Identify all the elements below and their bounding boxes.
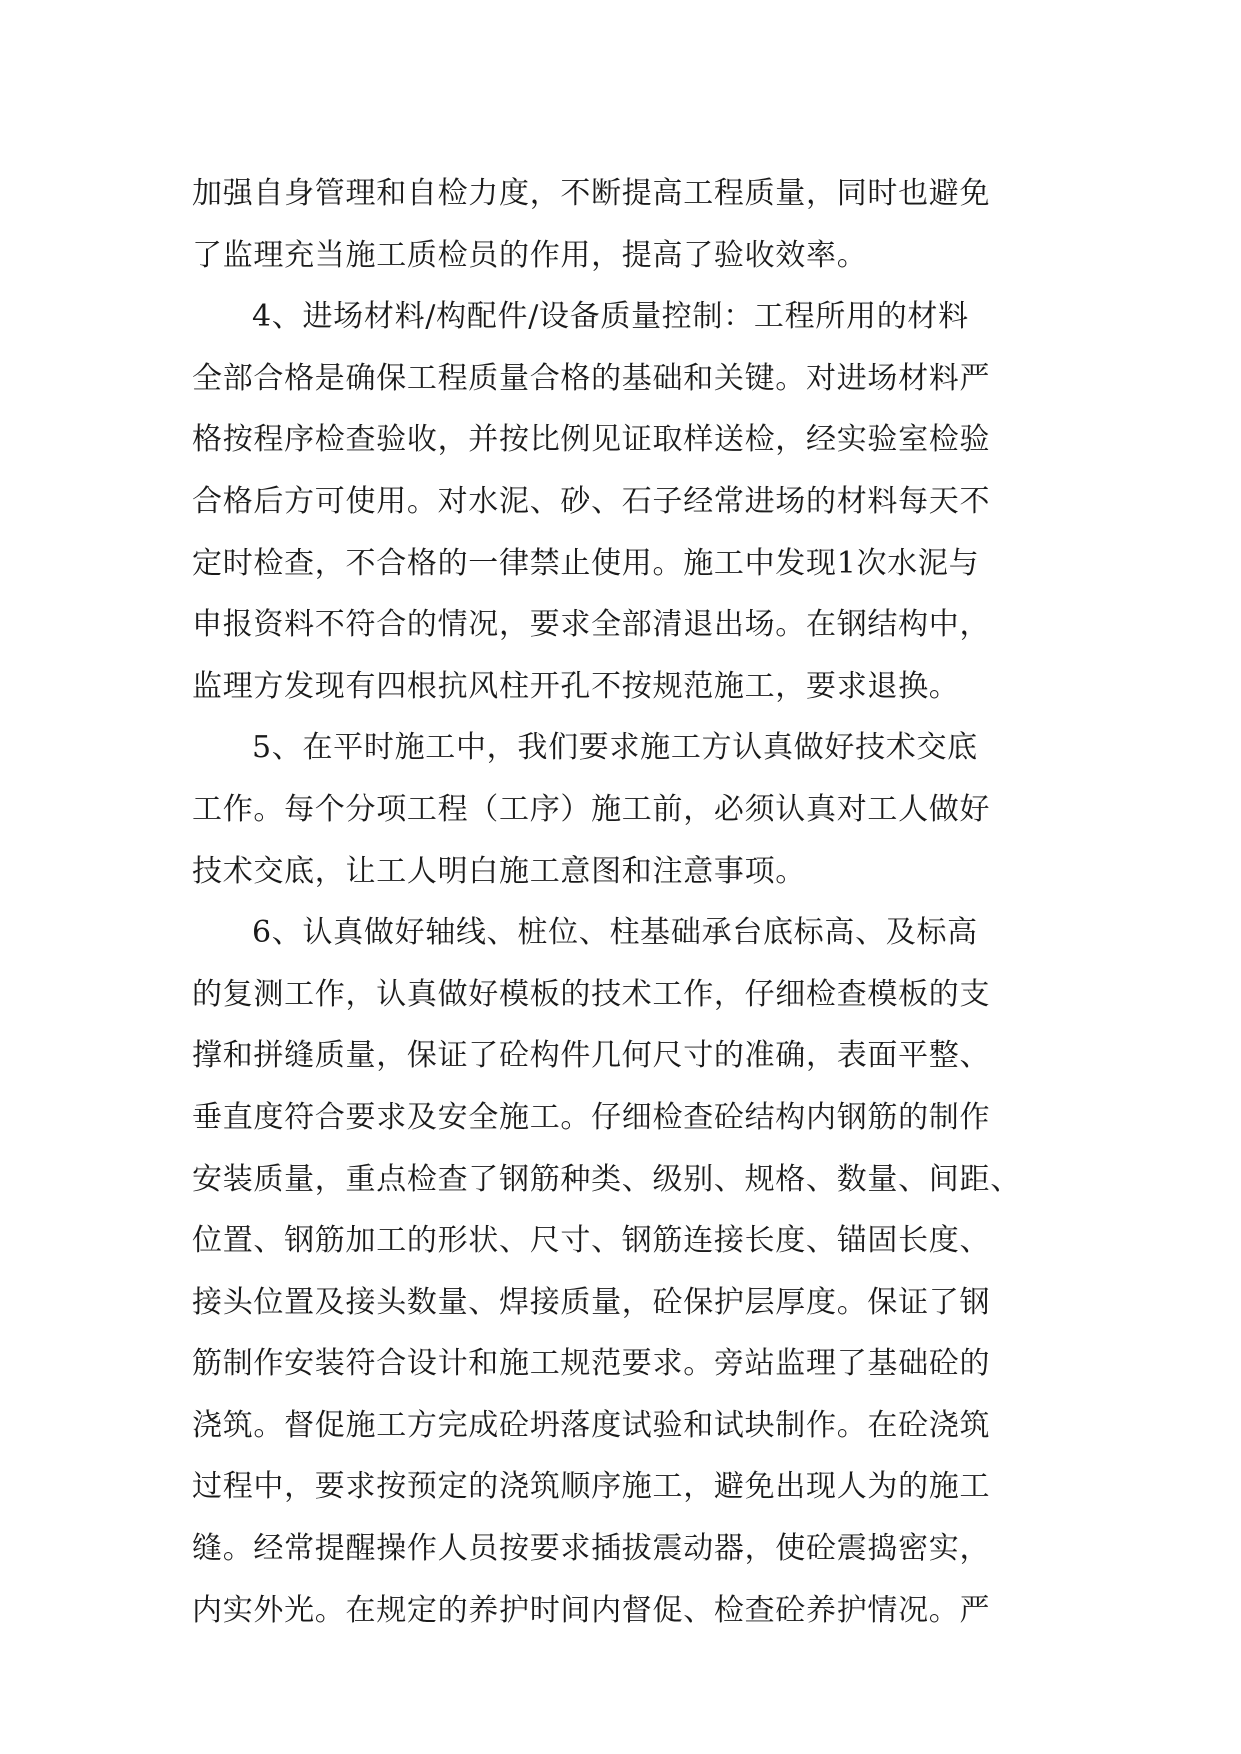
text-line: 工作。每个分项工程（工序）施工前，必须认真对工人做好	[192, 791, 991, 827]
paragraph-6-start: 6、认真做好轴线、桩位、柱基础承台底标高、及标高	[252, 915, 978, 951]
text-line: 监理方发现有四根抗风柱开孔不按规范施工，要求退换。	[192, 668, 960, 704]
text-line: 合格后方可使用。对水泥、砂、石子经常进场的材料每天不	[192, 483, 991, 519]
text-line: 定时检查，不合格的一律禁止使用。施工中发现1次水泥与	[192, 545, 980, 581]
text-line: 接头位置及接头数量、焊接质量，砼保护层厚度。保证了钢	[192, 1284, 991, 1320]
text-line: 内实外光。在规定的养护时间内督促、检查砼养护情况。严	[192, 1592, 991, 1628]
text-line: 位置、钢筋加工的形状、尺寸、钢筋连接长度、锚固长度、	[192, 1223, 991, 1259]
text-line: 浇筑。督促施工方完成砼坍落度试验和试块制作。在砼浇筑	[192, 1407, 991, 1443]
text-line: 筋制作安装符合设计和施工规范要求。旁站监理了基础砼的	[192, 1346, 991, 1382]
text-line: 撑和拼缝质量，保证了砼构件几何尺寸的准确，表面平整、	[192, 1038, 991, 1074]
text-line: 全部合格是确保工程质量合格的基础和关键。对进场材料严	[192, 360, 991, 396]
paragraph-4-start: 4、进场材料/构配件/设备质量控制：工程所用的材料	[252, 299, 969, 335]
text-line: 格按程序检查验收，并按比例见证取样送检，经实验室检验	[192, 422, 991, 458]
text-line: 过程中，要求按预定的浇筑顺序施工，避免出现人为的施工	[192, 1469, 991, 1505]
text-line: 申报资料不符合的情况，要求全部清退出场。在钢结构中，	[192, 607, 991, 643]
text-line: 安装质量，重点检查了钢筋种类、级别、规格、数量、间距、	[192, 1161, 1021, 1197]
text-line: 的复测工作，认真做好模板的技术工作，仔细检查模板的支	[192, 976, 991, 1012]
body-text	[192, 163, 1052, 1641]
text-line: 加强自身管理和自检力度，不断提高工程质量，同时也避免	[192, 176, 991, 211]
paragraph-5-start: 5、在平时施工中，我们要求施工方认真做好技术交底	[252, 730, 978, 766]
text-line: 缝。经常提醒操作人员按要求插拔震动器，使砼震捣密实，	[192, 1531, 991, 1567]
text-line: 垂直度符合要求及安全施工。仔细检查砼结构内钢筋的制作	[192, 1099, 991, 1135]
text-line: 了监理充当施工质检员的作用，提高了验收效率。	[192, 237, 868, 273]
text-line: 技术交底，让工人明白施工意图和注意事项。	[192, 853, 806, 889]
